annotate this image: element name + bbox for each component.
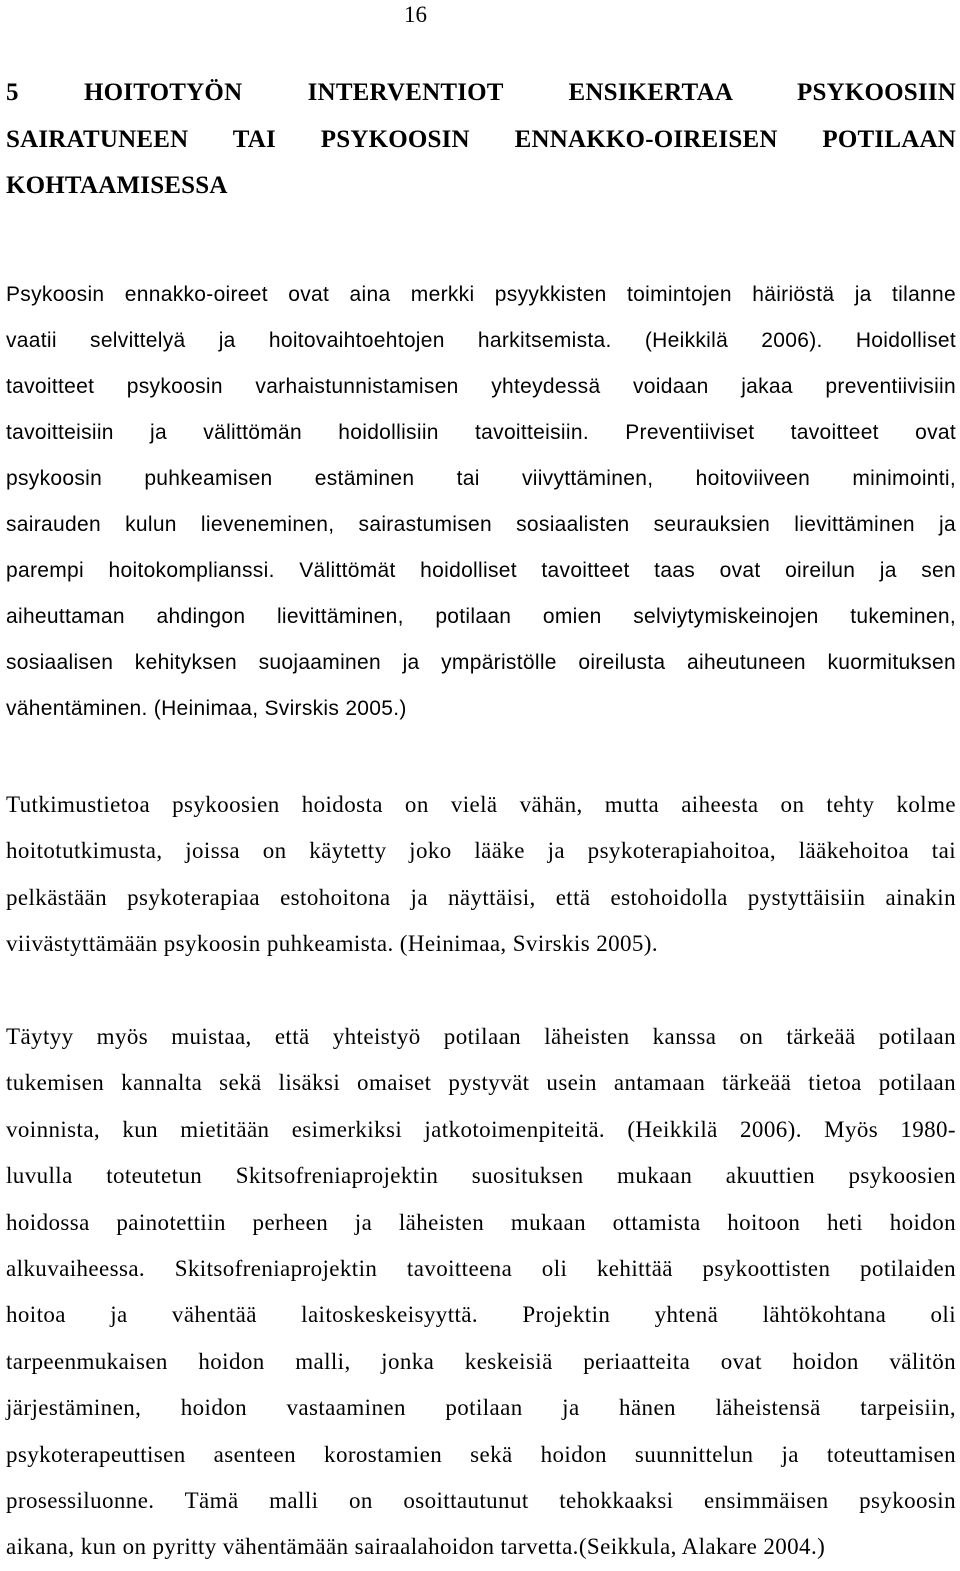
text-line: hoitoa ja vähentää laitoskeskeisyyttä. Projektin yhtenä lähtökohtana oli bbox=[6, 1302, 956, 1328]
text-line: voinnista, kun mietitään esimerkiksi jatkotoimenpiteitä. (Heikkilä 2006). Myös 1980- bbox=[6, 1116, 956, 1142]
text-line: järjestäminen, hoidon vastaaminen potilaan ja hänen läheistensä tarpeisiin, bbox=[6, 1395, 956, 1421]
text-line: prosessiluonne. Tämä malli on osoittautunut tehokkaaksi ensimmäisen psykoosin bbox=[6, 1488, 956, 1514]
text-line: tavoitteet psykoosin varhaistunnistamisen yhteydessä voidaan jakaa preventiivisiin bbox=[6, 375, 956, 398]
text-line: psykoosin puhkeamisen estäminen tai viivyttäminen, hoitoviiveen minimointi, bbox=[6, 467, 956, 490]
text-line: psykoterapeuttisen asenteen korostamien sekä hoidon suunnittelun ja toteuttamisen bbox=[6, 1441, 956, 1467]
text-line: vaatii selvittelyä ja hoitovaihtoehtojen harkitsemista. (Heikkilä 2006). Hoidolliset bbox=[6, 329, 956, 352]
text-line: tukemisen kannalta sekä lisäksi omaiset pystyvät usein antamaan tärkeää tietoa potilaan bbox=[6, 1070, 956, 1096]
paragraph-research-data bbox=[6, 782, 956, 968]
text-line: aiheuttaman ahdingon lievittäminen, potilaan omien selviytymiskeinojen tukeminen, bbox=[6, 605, 956, 628]
text-line: sosiaalisen kehityksen suojaaminen ja ympäristölle oireilusta aiheutuneen kuormituksen bbox=[6, 651, 956, 674]
text-line: viivästyttämään psykoosin puhkeamista. (Heinimaa, Svirskis 2005). bbox=[6, 931, 659, 957]
heading-line: 5 HOITOTYÖN INTERVENTIOT ENSIKERTAA PSYKOOSIIN bbox=[6, 79, 956, 106]
text-line: hoitotutkimusta, joissa on käytetty joko lääke ja psykoterapiahoitoa, lääkehoitoa tai bbox=[6, 838, 956, 864]
text-line: luvulla toteutetun Skitsofreniaprojektin suosituksen mukaan akuuttien psykoosien bbox=[6, 1163, 956, 1189]
heading-line: KOHTAAMISESSA bbox=[6, 172, 228, 199]
text-line: alkuvaiheessa. Skitsofreniaprojektin tavoitteena oli kehittää psykoottisten potilaiden bbox=[6, 1256, 956, 1282]
text-line: hoidossa painotettiin perheen ja läheisten mukaan ottamista hoitoon heti hoidon bbox=[6, 1209, 956, 1235]
text-line: parempi hoitokomplianssi. Välittömät hoidolliset tavoitteet taas ovat oireilun ja sen bbox=[6, 559, 956, 582]
text-line: aikana, kun on pyritty vähentämään sairaalahoidon tarvetta.(Seikkula, Alakare 2004.) bbox=[6, 1534, 826, 1560]
heading-line: SAIRATUNEEN TAI PSYKOOSIN ENNAKKO-OIREISEN POTILAAN bbox=[6, 125, 956, 153]
text-line: Tutkimustietoa psykoosien hoidosta on vielä vähän, mutta aiheesta on tehty kolme bbox=[6, 792, 956, 817]
paragraph-prodromal-symptoms bbox=[6, 272, 956, 732]
page-number: 16 bbox=[404, 2, 427, 27]
text-line: Täytyy myös muistaa, että yhteistyö potilaan läheisten kanssa on tärkeää potilaan bbox=[6, 1024, 956, 1049]
text-line: vähentäminen. (Heinimaa, Svirskis 2005.) bbox=[6, 697, 407, 720]
paragraph-family-cooperation bbox=[6, 1014, 956, 1571]
text-line: pelkästään psykoterapiaa estohoitona ja näyttäisi, että estohoidolla pystyttäisiin ainakin bbox=[6, 884, 956, 910]
text-line: Psykoosin ennakko-oireet ovat aina merkki psyykkisten toimintojen häiriöstä ja tilanne bbox=[6, 283, 956, 306]
text-line: tavoitteisiin ja välittömän hoidollisiin tavoitteisiin. Preventiiviset tavoitteet ovat bbox=[6, 421, 956, 444]
chapter-heading bbox=[6, 70, 956, 210]
text-line: tarpeenmukaisen hoidon malli, jonka keskeisiä periaatteita ovat hoidon välitön bbox=[6, 1348, 956, 1374]
text-line: sairauden kulun lieveneminen, sairastumisen sosiaalisten seurauksien lievittäminen ja bbox=[6, 513, 956, 536]
